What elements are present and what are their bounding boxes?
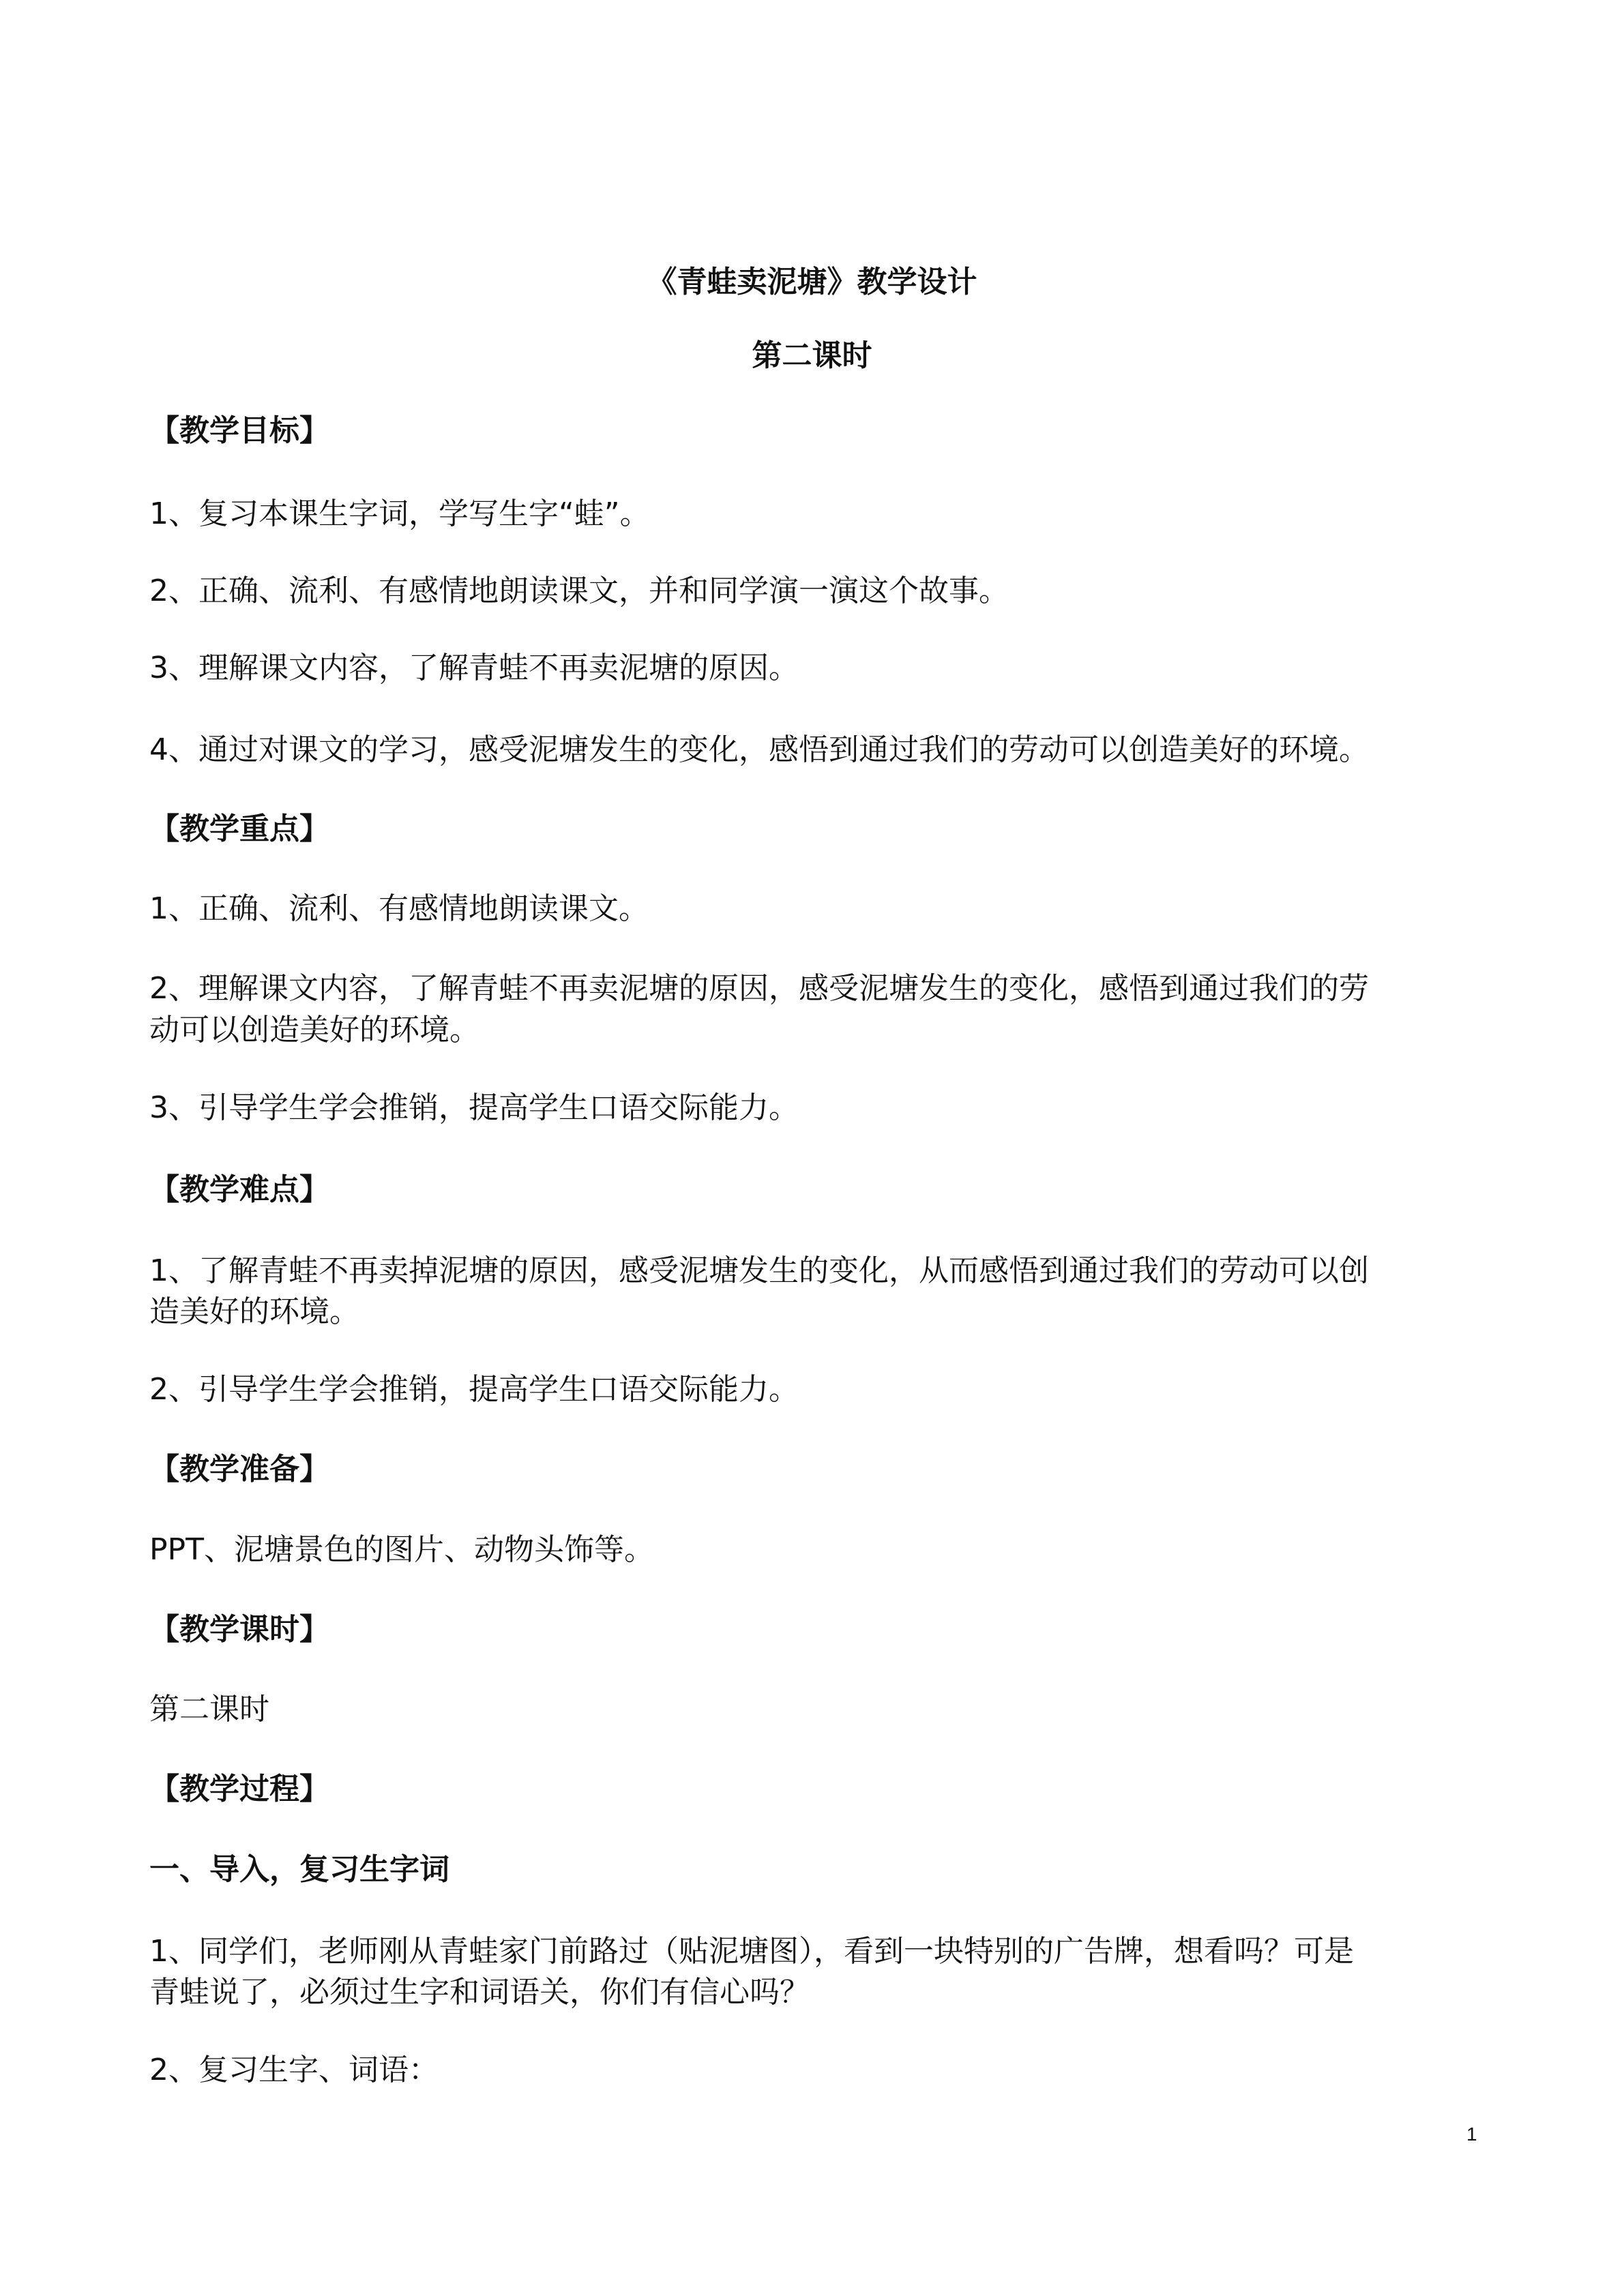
- key-point-item: 2、理解课文内容，了解青蛙不再卖泥塘的原因，感受泥塘发生的变化，感悟到通过我们的劳: [149, 971, 1369, 1006]
- goal-item: 1、复习本课生字词，学写生字“蛙”。: [149, 496, 650, 531]
- document-subtitle: 第二课时: [752, 338, 872, 373]
- document-title: 《青蛙卖泥塘》教学设计: [647, 265, 977, 299]
- key-point-item: 3、引导学生学会推销，提高学生口语交际能力。: [149, 1090, 799, 1125]
- section-heading-key-points: 【教学重点】: [149, 811, 329, 846]
- difficult-point-item-continued: 造美好的环境。: [149, 1294, 359, 1329]
- page-number: 1: [1466, 2123, 1477, 2145]
- period-text: 第二课时: [149, 1692, 269, 1727]
- process-item: 1、同学们，老师刚从青蛙家门前路过（贴泥塘图），看到一块特别的广告牌，想看吗？可是: [149, 1934, 1354, 1969]
- section-heading-process: 【教学过程】: [149, 1772, 329, 1806]
- section-heading-preparation: 【教学准备】: [149, 1452, 329, 1487]
- goal-item: 2、正确、流利、有感情地朗读课文，并和同学演一演这个故事。: [149, 573, 1009, 608]
- difficult-point-item: 1、了解青蛙不再卖掉泥塘的原因，感受泥塘发生的变化，从而感悟到通过我们的劳动可以创: [149, 1253, 1369, 1288]
- difficult-point-item: 2、引导学生学会推销，提高学生口语交际能力。: [149, 1372, 799, 1407]
- process-item-continued: 青蛙说了，必须过生字和词语关，你们有信心吗？: [149, 1975, 810, 2010]
- goal-item: 3、理解课文内容，了解青蛙不再卖泥塘的原因。: [149, 651, 799, 685]
- key-point-item: 1、正确、流利、有感情地朗读课文。: [149, 891, 649, 926]
- key-point-item-continued: 动可以创造美好的环境。: [149, 1013, 479, 1047]
- section-heading-goals: 【教学目标】: [149, 413, 329, 448]
- preparation-text: PPT、泥塘景色的图片、动物头饰等。: [149, 1532, 654, 1567]
- section-heading-period: 【教学课时】: [149, 1612, 329, 1647]
- process-sub-heading: 一、导入，复习生字词: [149, 1852, 449, 1887]
- goal-item: 4、通过对课文的学习，感受泥塘发生的变化，感悟到通过我们的劳动可以创造美好的环境。: [149, 732, 1369, 767]
- section-heading-difficult-points: 【教学难点】: [149, 1172, 329, 1207]
- process-item: 2、复习生字、词语：: [149, 2053, 439, 2087]
